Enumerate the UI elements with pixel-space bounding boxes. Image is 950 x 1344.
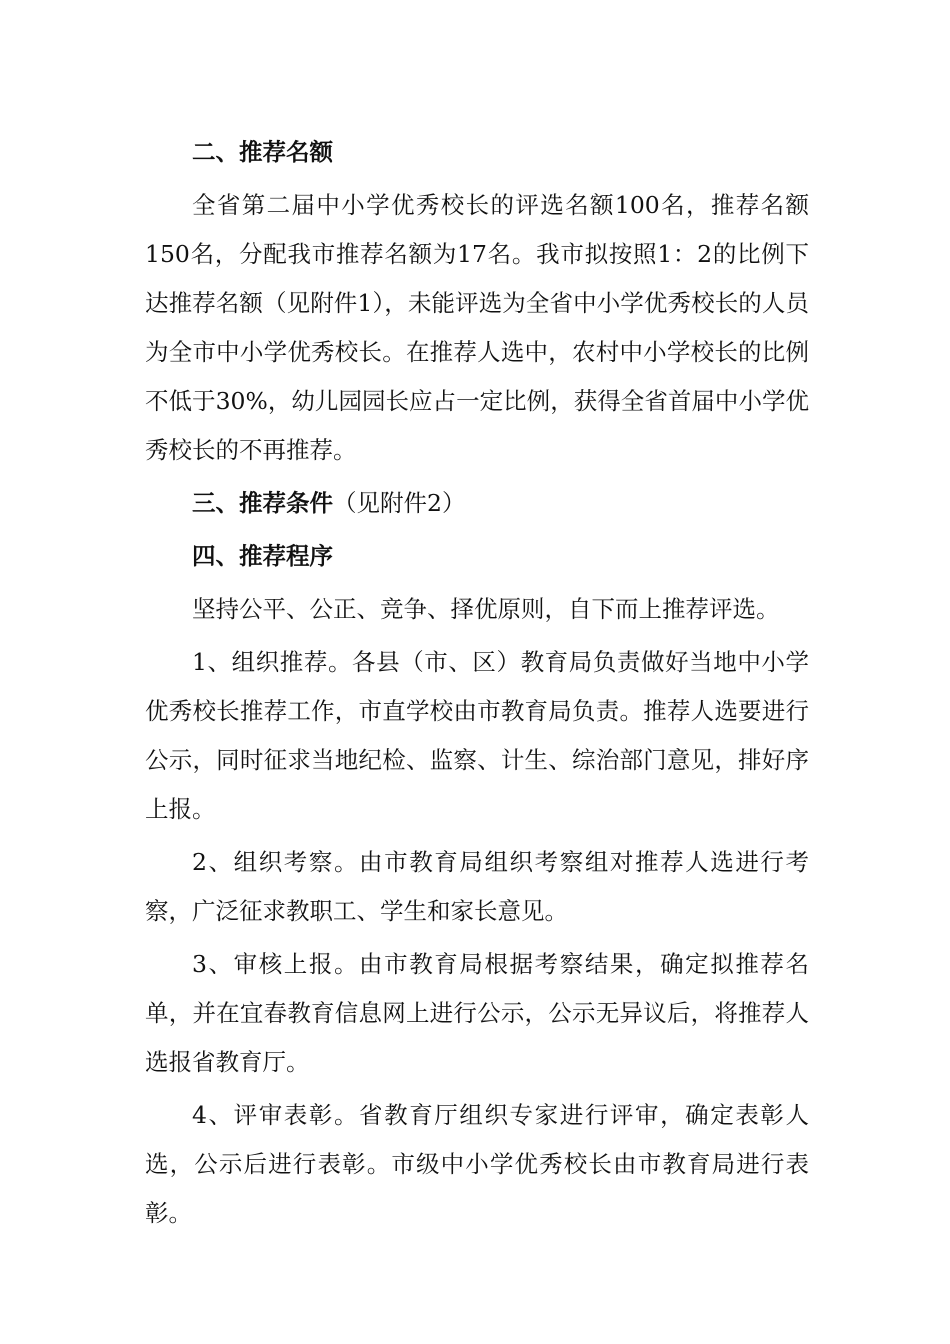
paragraph-step-2: 2、组织考察。由市教育局组织考察组对推荐人选进行考察，广泛征求教职工、学生和家长意见。 — [145, 848, 809, 925]
section-heading-procedure: 四、推荐程序 — [192, 542, 333, 570]
paragraph-step-1: 1、组织推荐。各县（市、区）教育局负责做好当地中小学优秀校长推荐工作，市直学校由市教育局负责。推荐人选要进行公示，同时征求当地纪检、监察、计生、综治部门意见，排好序上报。 — [145, 648, 809, 823]
section-heading-conditions-note: （见附件2） — [333, 489, 466, 517]
section-heading-quota: 二、推荐名额 — [192, 138, 333, 166]
document-page — [145, 128, 809, 1242]
section-heading-conditions — [145, 479, 809, 528]
paragraph-step-3: 3、审核上报。由市教育局根据考察结果，确定拟推荐名单，并在宜春教育信息网上进行公示，公示无异议后，将推荐人选报省教育厅。 — [145, 950, 809, 1076]
paragraph-quota: 全省第二届中小学优秀校长的评选名额100名，推荐名额150名，分配我市推荐名额为17名。我市拟按照1：2的比例下达推荐名额（见附件1），未能评选为全省中小学优秀校长的人员为全市中小学优秀校长。在推荐人选中，农村中小学校长的比例不低于30%，幼儿园园长应占一定比例，获得全省首届中小学优秀校长的不再推荐。 — [145, 191, 809, 464]
paragraph-procedure-intro: 坚持公平、公正、竞争、择优原则，自下而上推荐评选。 — [192, 595, 780, 623]
paragraph-step-4: 4、评审表彰。省教育厅组织专家进行评审，确定表彰人选，公示后进行表彰。市级中小学优秀校长由市教育局进行表彰。 — [145, 1101, 809, 1227]
section-heading-conditions-title: 三、推荐条件 — [192, 489, 333, 517]
